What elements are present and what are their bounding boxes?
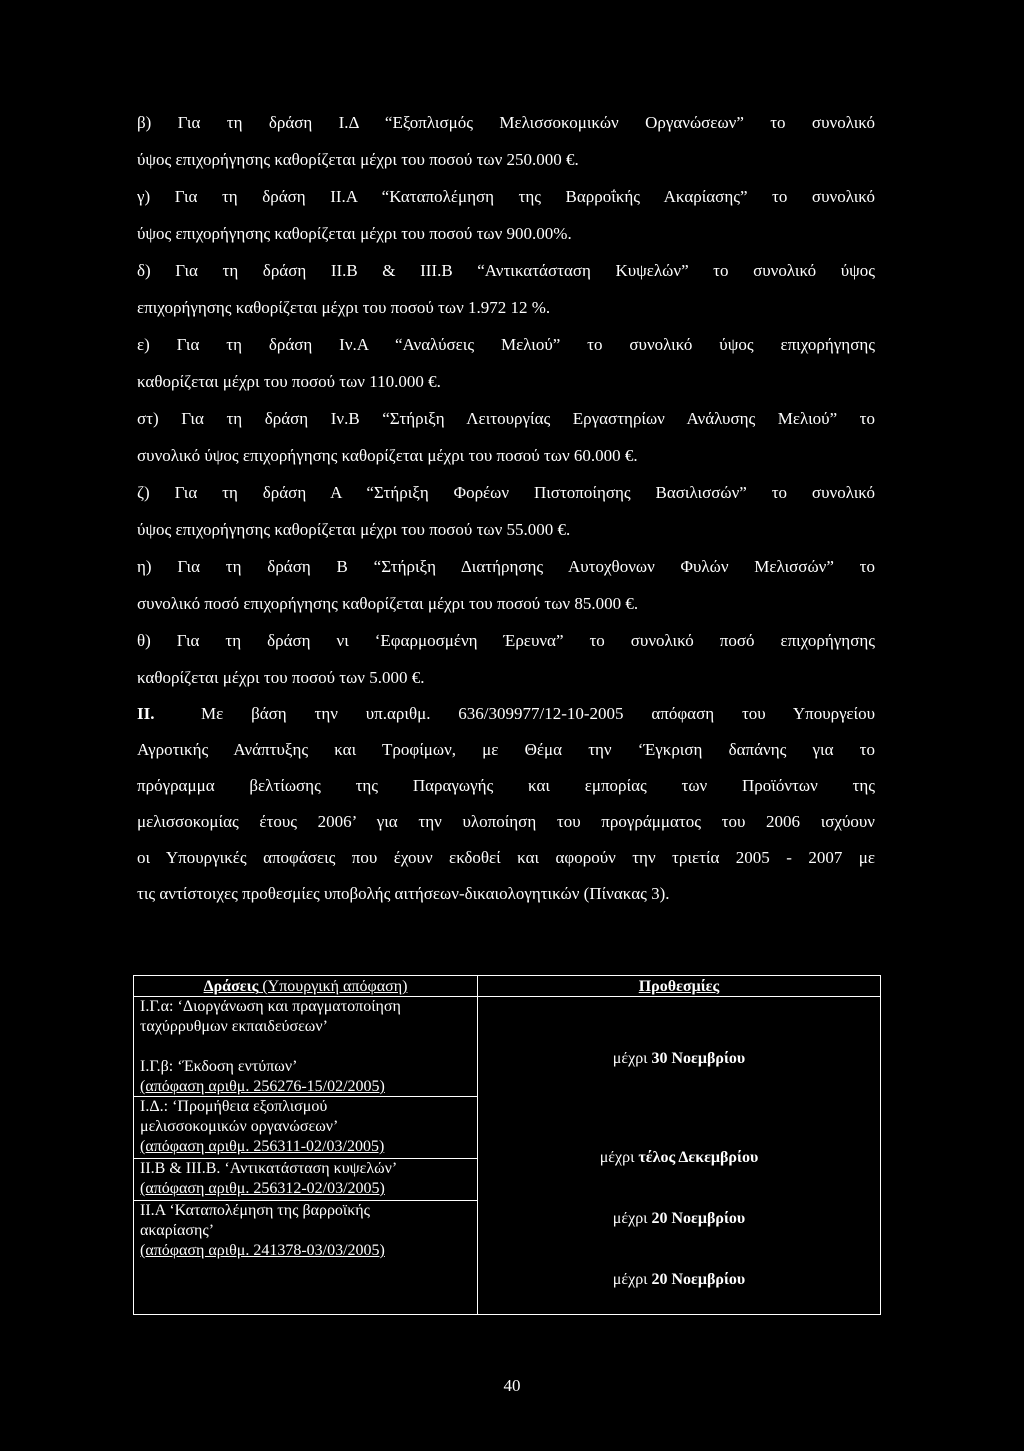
row-4-line-1: ΙΙ.Α ‘Καταπολέμηση της βαρροϊκής [140,1202,370,1219]
deadlines-column [477,976,880,1314]
deadlines-header-label: Προθεσμίες [638,978,720,995]
paragraph-theta-line-1: θ) Για τη δράση νι ‘Εφαρμοσμένη Έρευνα” το συνολικό ποσό επιχορήγησης [137,631,875,650]
actions-header-bold: Δράσεις [203,978,259,995]
actions-header-rest: (Υπουργική απόφαση) [258,978,408,995]
row-1-line-3 [140,1037,477,1057]
actions-column-header [134,976,477,997]
row-4-line-2: ακαρίασης’ [140,1222,215,1239]
deadline-row-3 [478,1210,880,1228]
paragraph-zeta-line-2: ύψος επιχορήγησης καθορίζεται μέχρι του ποσού των 55.000 €. [137,520,571,539]
section-number: II. [137,704,155,723]
deadlines-table [133,975,881,1315]
paragraph-theta-line-2: καθορίζεται μέχρι του ποσού των 5.000 €. [137,668,425,687]
deadline-row-2-prefix: μέχρι [599,1149,639,1166]
row-4-line-3: (απόφαση αριθμ. 241378-03/03/2005) [140,1242,385,1259]
actions-column [134,976,477,1314]
section-ii-line-4: μελισσοκομίας έτους 2006’ για την υλοποίηση του προγράμματος του 2006 ισχύουν [137,812,875,831]
table-row-4-actions [134,1201,477,1315]
paragraph-gamma-line-1: γ) Για τη δράση ΙΙ.Α “Καταπολέμηση της Βαρροΐκής Ακαρίασης” το συνολικό [137,187,875,206]
paragraph-delta-line-2: επιχορήγησης καθορίζεται μέχρι του ποσού των 1.972 12 %. [137,298,551,317]
paragraph-epsilon-line-2: καθορίζεται μέχρι του ποσού των 110.000 €. [137,372,441,391]
paragraph-epsilon-line-1: ε) Για τη δράση Ιν.Α “Αναλύσεις Μελιού” το συνολικό ύψος επιχορήγησης [137,335,875,354]
deadlines-column-header [478,976,880,997]
section-ii-text-1: Με βάση την υπ.αριθμ. 636/309977/12-10-2005 απόφαση του Υπουργείου [201,704,875,723]
deadline-row-3-value: 20 Νοεμβρίου [651,1210,746,1227]
row-2-line-1: Ι.Δ.: ‘Προμήθεια εξοπλισμού [140,1098,328,1115]
row-3-line-2: (απόφαση αριθμ. 256312-02/03/2005) [140,1180,385,1197]
row-2-line-3: (απόφαση αριθμ. 256311-02/03/2005) [140,1138,385,1155]
page-number: 40 [503,1376,521,1395]
section-ii-line-3: πρόγραμμα βελτίωσης της Παραγωγής και εμπορίας των Προϊόντων της [137,776,875,795]
paragraph-st-line-1: στ) Για τη δράση Ιν.Β “Στήριξη Λειτουργίας Εργαστηρίων Ανάλυσης Μελιού” το [137,409,875,428]
table-row-2-actions [134,1097,477,1159]
row-1-line-2: ταχύρρυθμων εκπαιδεύσεων’ [140,1018,328,1035]
paragraph-zeta-line-1: ζ) Για τη δράση Α “Στήριξη Φορέων Πιστοποίησης Βασιλισσών” το συνολικό [137,483,875,502]
row-2-line-2: μελισσοκομικών οργανώσεων’ [140,1118,339,1135]
paragraph-eta-line-1: η) Για τη δράση Β “Στήριξη Διατήρησης Αυτοχθονων Φυλών Μελισσών” το [137,557,875,576]
deadline-row-4-prefix: μέχρι [612,1271,652,1288]
paragraph-beta-line-1: β) Για τη δράση Ι.Δ “Εξοπλισμός Μελισσοκομικών Οργανώσεων” το συνολικό [137,113,875,132]
deadline-row-2-value: τέλος Δεκεμβρίου [638,1149,759,1166]
paragraph-eta-line-2: συνολικό ποσό επιχορήγησης καθορίζεται μέχρι του ποσού των 85.000 €. [137,594,639,613]
deadline-row-2 [478,1149,880,1167]
paragraph-beta-line-2: ύψος επιχορήγησης καθορίζεται μέχρι του ποσού των 250.000 €. [137,150,579,169]
deadline-row-4 [478,1271,880,1289]
table-row-3-actions [134,1159,477,1201]
row-1-line-4: Ι.Γ.β: ‘Έκδοση εντύπων’ [140,1058,298,1075]
paragraph-gamma-line-2: ύψος επιχορήγησης καθορίζεται μέχρι του ποσού των 900.00%. [137,224,572,243]
deadline-row-1 [478,1050,880,1068]
section-ii-line-2: Αγροτικής Ανάπτυξης και Τροφίμων, με Θέμα την ‘Έγκριση δαπάνης για το [137,740,875,759]
paragraph-delta-line-1: δ) Για τη δράση ΙΙ.Β & ΙΙΙ.Β “Αντικατάσταση Κυψελών” το συνολικό ύψος [137,261,875,280]
section-ii-line-1 [137,696,875,732]
row-3-line-1: ΙΙ.Β & ΙΙΙ.Β. ‘Αντικατάσταση κυψελών’ [140,1160,398,1177]
section-ii-line-5: οι Υπουργικές αποφάσεις που έχουν εκδοθεί και αφορούν την τριετία 2005 - 2007 με [137,848,875,867]
row-1-line-1: Ι.Γ.α: ‘Διοργάνωση και πραγματοποίηση [140,998,401,1015]
deadline-row-1-value: 30 Νοεμβρίου [651,1050,746,1067]
deadline-row-3-prefix: μέχρι [612,1210,652,1227]
paragraph-st-line-2: συνολικό ύψος επιχορήγησης καθορίζεται μέχρι του ποσού των 60.000 €. [137,446,638,465]
row-1-line-5: (απόφαση αριθμ. 256276-15/02/2005) [140,1078,385,1095]
section-ii-line-6: τις αντίστοιχες προθεσμίες υποβολής αιτήσεων-δικαιολογητικών (Πίνακας 3). [137,884,670,903]
body-text [137,104,875,912]
deadline-row-4-value: 20 Νοεμβρίου [651,1271,746,1288]
table-row-1-actions [134,997,477,1097]
deadline-row-1-prefix: μέχρι [612,1050,652,1067]
